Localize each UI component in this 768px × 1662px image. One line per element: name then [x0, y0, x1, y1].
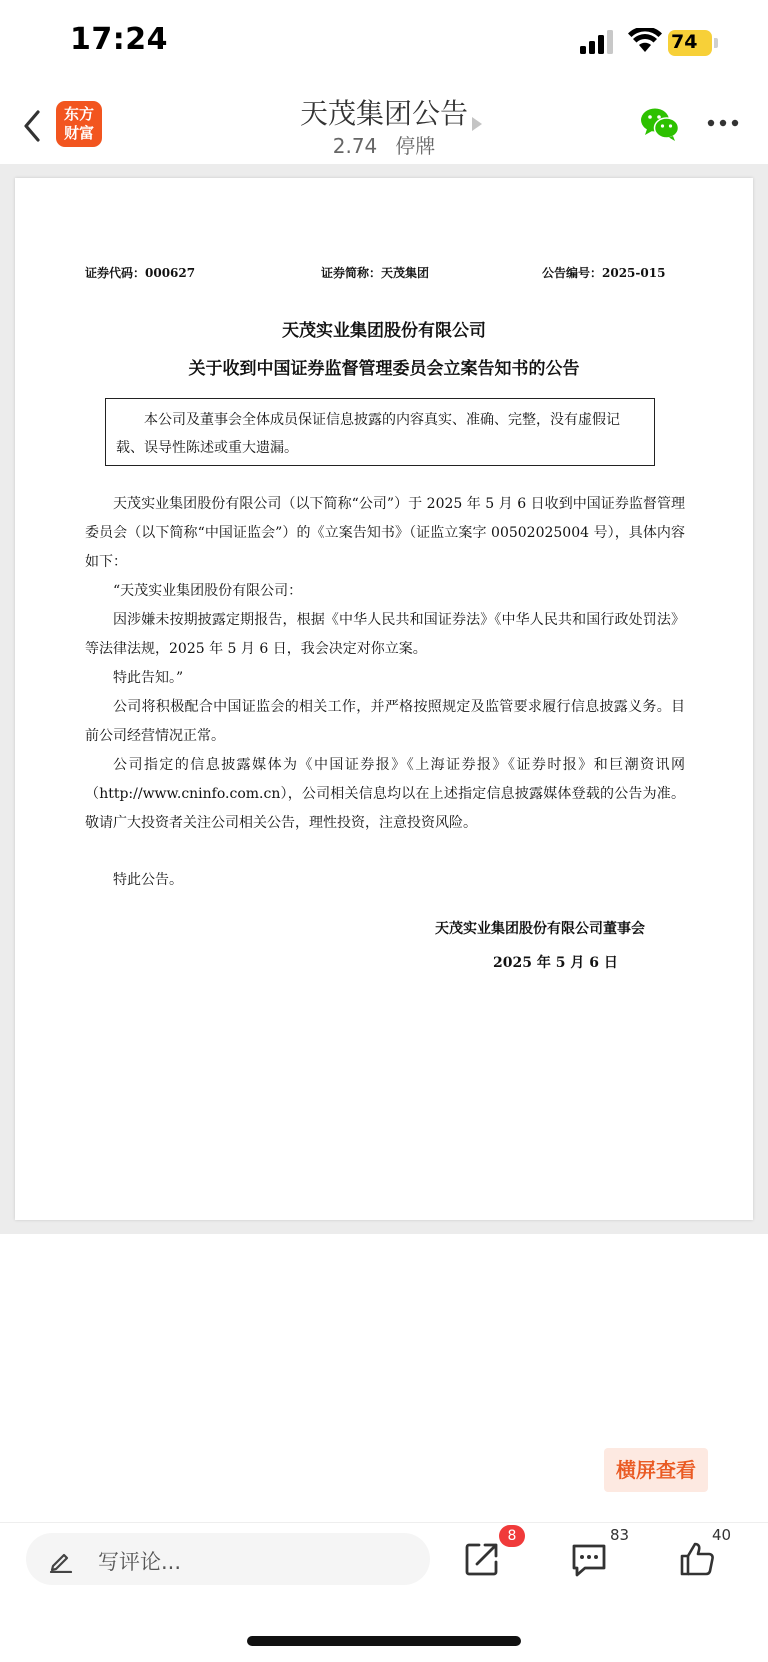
share-count-badge: 8 — [499, 1525, 525, 1547]
signature-org: 天茂实业集团股份有限公司董事会 — [435, 921, 645, 937]
document-viewer[interactable] — [0, 164, 768, 1234]
home-indicator — [247, 1636, 521, 1646]
logo-line2: 财富 — [63, 124, 94, 142]
wifi-icon — [628, 28, 662, 54]
bottom-divider — [0, 1522, 768, 1523]
document-title-line1: 天茂实业集团股份有限公司 — [282, 321, 486, 341]
battery-level: 74 — [671, 31, 698, 53]
closing-paragraph: 特此公告。 — [113, 872, 183, 888]
comment-input[interactable] — [26, 1533, 430, 1585]
disclosure-notice-box: 本公司及董事会全体成员保证信息披露的内容真实、准确、完整，没有虚假记载、误导性陈述或重大遗漏。 — [105, 398, 655, 466]
stock-price: 2.74 — [332, 134, 378, 158]
like-count: 40 — [712, 1526, 732, 1544]
status-time: 17:24 — [70, 22, 168, 57]
stock-status: 停牌 — [395, 134, 436, 158]
document-body — [85, 490, 685, 895]
comment-icon[interactable] — [570, 1542, 608, 1578]
play-icon[interactable] — [471, 116, 483, 132]
like-icon[interactable] — [678, 1540, 716, 1578]
logo-line1: 东方 — [63, 105, 94, 123]
security-code: 证券代码：000627 — [85, 266, 196, 280]
paragraph: “天茂实业集团股份有限公司： — [113, 583, 303, 599]
announcement-number: 公告编号：2025-015 — [542, 266, 666, 280]
signature-date: 2025 年 5 月 6 日 — [493, 955, 618, 971]
more-icon[interactable] — [706, 118, 740, 128]
pen-icon — [48, 1547, 74, 1573]
battery-icon — [668, 30, 718, 56]
nav-bar — [0, 88, 768, 164]
paragraph: 公司将积极配合中国证监会的相关工作，并严格按照规定及监管要求履行信息披露义务。目前公司经营情况正常。 — [85, 699, 685, 744]
page-title: 天茂集团公告 — [299, 97, 468, 130]
document-page — [15, 178, 753, 1220]
landscape-view-button[interactable]: 横屏查看 — [604, 1448, 708, 1492]
paragraph: 特此告知。” — [113, 670, 184, 686]
paragraph: 公司指定的信息披露媒体为《中国证券报》《上海证券报》《证券时报》和巨潮资讯网（http://www.cninfo.com.cn），公司相关信息均以在上述指定信息披露媒体登载的公告为准。敬请广大投资者关注公司相关公告，理性投资，注意投资风险。 — [85, 757, 685, 831]
share-icon[interactable] — [463, 1540, 501, 1578]
comment-count: 83 — [610, 1526, 630, 1544]
comment-placeholder: 写评论... — [98, 1550, 182, 1574]
status-bar — [0, 0, 768, 88]
signal-icon — [580, 30, 616, 54]
wechat-icon[interactable] — [640, 106, 680, 142]
security-abbr: 证券简称：天茂集团 — [321, 266, 430, 280]
document-title-line2: 关于收到中国证券监督管理委员会立案告知书的公告 — [188, 359, 580, 379]
paragraph: 因涉嫌未按期披露定期报告，根据《中华人民共和国证券法》《中华人民共和国行政处罚法》等法律法规，2025 年 5 月 6 日，我会决定对你立案。 — [85, 612, 685, 657]
paragraph: 天茂实业集团股份有限公司（以下简称“公司”）于 2025 年 5 月 6 日收到中国证券监督管理委员会（以下简称“中国证监会”）的《立案告知书》（证监立案字 00502025004 号），具体内容如下： — [85, 496, 685, 570]
